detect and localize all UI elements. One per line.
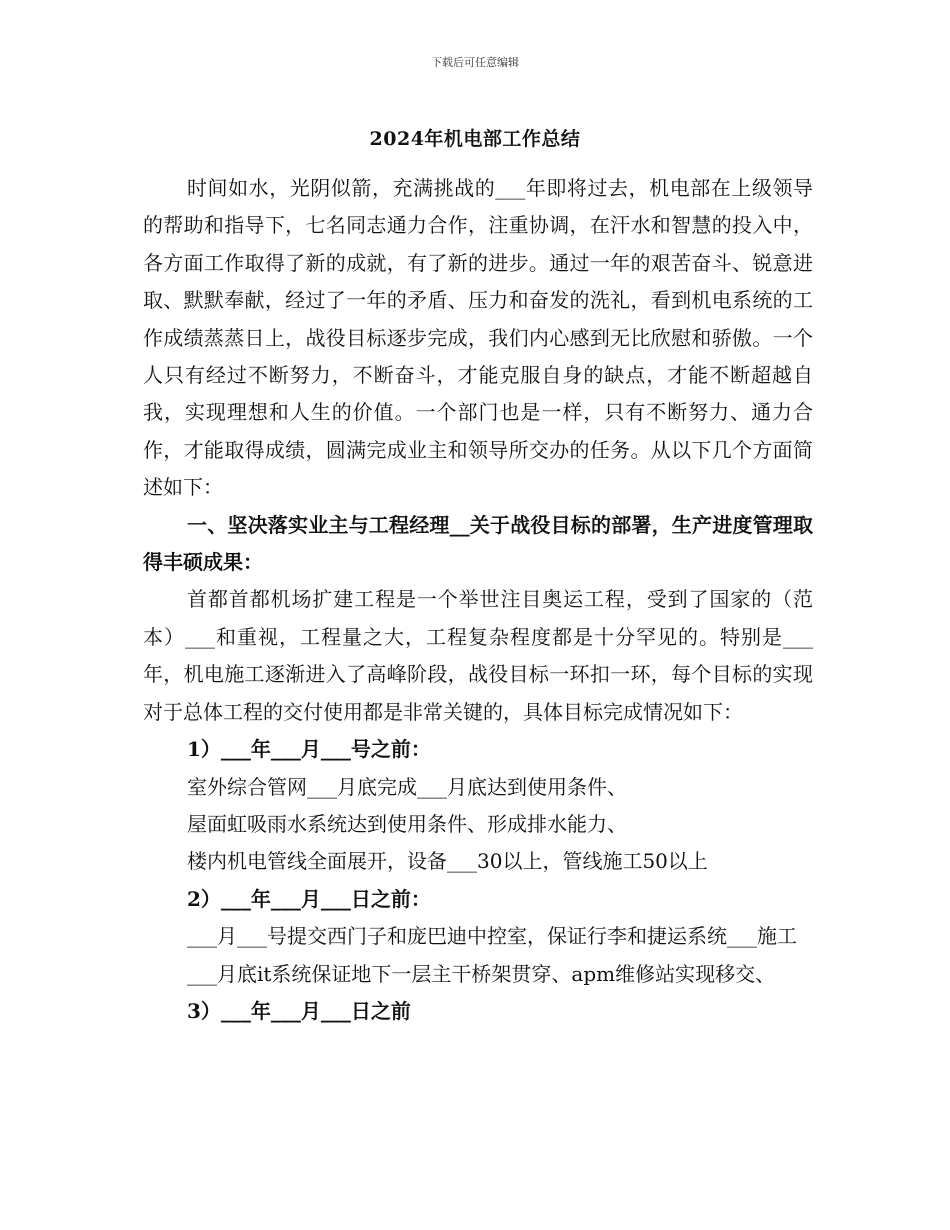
item-heading-3: 3）___年___月___日之前: [187, 998, 411, 1023]
document-title: 2024年机电部工作总结: [369, 128, 581, 150]
item-line: 室外综合管网___月底完成___月底达到使用条件、: [187, 774, 627, 799]
item-heading-1: 1）___年___月___号之前：: [187, 737, 431, 762]
document-body: [143, 170, 813, 1030]
item-heading-2: 2）___年___月___日之前：: [187, 886, 431, 911]
intro-paragraph: 时间如水，光阴似箭，充满挑战的___年即将过去，机电部在上级领导的帮助和指导下，七名同志通力合作，注重协调，在汗水和智慧的投入中，各方面工作取得了新的成就，有了新的进步。通过一年的艰苦奋斗、锐意进取、默默奉献，经过了一年的矛盾、压力和奋发的洗礼，看到机电系统的工作成绩蒸蒸日上，战役目标逐步完成，我们内心感到无比欣慰和骄傲。一个人只有经过不断努力，不断奋斗，才能克服自身的缺点，才能不断超越自我，实现理想和人生的价值。一个部门也是一样，只有不断努力、通力合作，才能取得成绩，圆满完成业主和领导所交办的任务。从以下几个方面简述如下：: [143, 176, 813, 500]
header-note: 下载后可任意编辑: [431, 56, 519, 69]
section-heading-1: 一、坚决落实业主与工程经理__关于战役目标的部署，生产进度管理取得丰硕成果：: [143, 512, 813, 575]
item-line: ___月___号提交西门子和庞巴迪中控室，保证行李和捷运系统___施工: [187, 924, 797, 949]
item-line: ___月底it系统保证地下一层主干桥架贯穿、apm维修站实现移交、: [187, 961, 776, 986]
section-paragraph-1: 首都首都机场扩建工程是一个举世注目奥运工程，受到了国家的（范本）___和重视，工程量之大，工程复杂程度都是十分罕见的。特别是___年，机电施工逐渐进入了高峰阶段，战役目标一环扣一环，每个目标的实现对于总体工程的交付使用都是非常关键的，具体目标完成情况如下：: [143, 587, 813, 724]
item-line: 屋面虹吸雨水系统达到使用条件、形成排水能力、: [187, 811, 627, 836]
item-line: 楼内机电管线全面展开，设备___30以上，管线施工50以上: [187, 849, 708, 874]
